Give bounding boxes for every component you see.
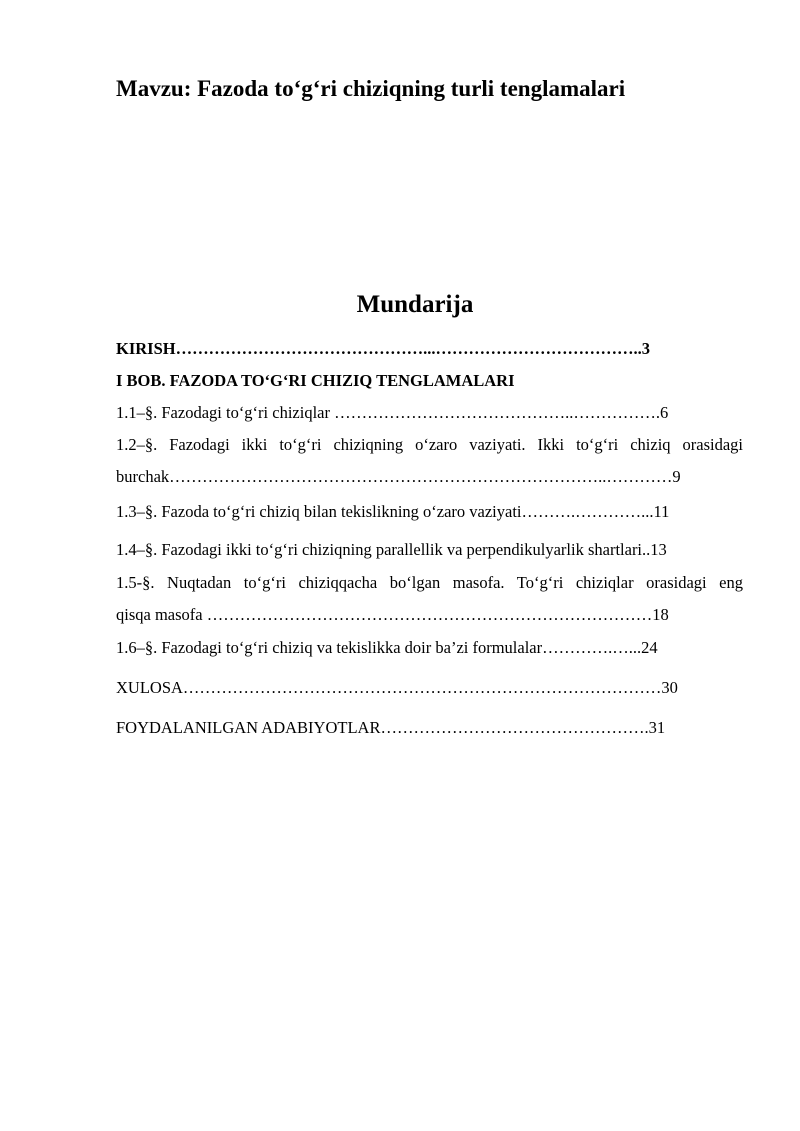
toc-entry-1-3: 1.3–§. Fazoda to‘g‘ri chiziq bilan tekislikning o‘zaro vaziyati……….…………...11 bbox=[116, 502, 670, 521]
toc-entry-1-6: 1.6–§. Fazodagi to‘g‘ri chiziq va tekislikka doir ba’zi formulalar………….…...24 bbox=[116, 638, 658, 657]
toc-chapter-heading: I BOB. FAZODA TO‘G‘RI CHIZIQ TENGLAMALARI bbox=[116, 371, 515, 390]
toc-entry-1-5-continued: qisqa masofa ………………………………………………………………………18 bbox=[116, 605, 669, 624]
toc-entry-xulosa: XULOSA……………………………………………………………………………30 bbox=[116, 678, 678, 697]
toc-entry-1-5: 1.5-§. Nuqtadan to‘g‘ri chiziqqacha bo‘lgan masofa. To‘g‘ri chiziqlar orasidagi eng bbox=[116, 573, 743, 592]
toc-entry-1-1: 1.1–§. Fazodagi to‘g‘ri chiziqlar ……………………………………..…………….6 bbox=[116, 403, 669, 422]
toc-entry-adabiyotlar: FOYDALANILGAN ADABIYOTLAR………………………………………….31 bbox=[116, 718, 666, 737]
toc-entry-1-2: 1.2–§. Fazodagi ikki to‘g‘ri chiziqning o‘zaro vaziyati. Ikki to‘g‘ri chiziq orasidagi bbox=[116, 435, 743, 454]
toc-title: Mundarija bbox=[356, 291, 474, 318]
toc-entry-1-4: 1.4–§. Fazodagi ikki to‘g‘ri chiziqning parallellik va perpendikulyarlik shartlari..13 bbox=[116, 540, 667, 559]
document-topic: Mavzu: Fazoda to‘g‘ri chiziqning turli tenglamalari bbox=[116, 76, 626, 101]
toc-entry-kirish: KIRISH………………………………………...………………………………..3 bbox=[116, 339, 650, 358]
toc-entry-1-2-continued: burchak……………………………………………………………………..…………9 bbox=[116, 467, 681, 486]
